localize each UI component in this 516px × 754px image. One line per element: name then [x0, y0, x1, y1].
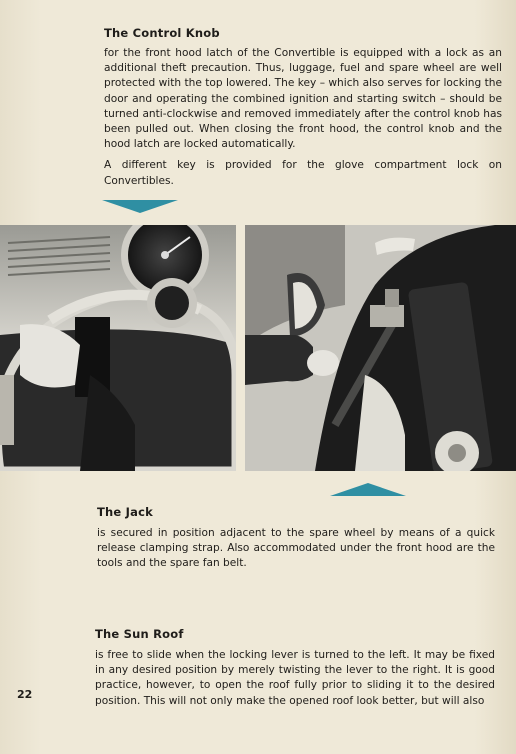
- down-arrow-icon: [102, 200, 178, 213]
- sun-roof-heading: The Sun Roof: [95, 627, 184, 641]
- page-number: 22: [17, 688, 33, 701]
- jack-text: [97, 526, 495, 578]
- control-knob-text: [104, 46, 502, 195]
- dashboard-photo: [0, 225, 236, 471]
- control-knob-body: for the front hood latch of the Convertible is equipped with a lock as an additional theft precaution. Thus, luggage, fuel and spare wheel are well protected with the top lowered. The key – which also serves for locking the door and operating the combined ignition and starting switch – should be turned anti-clockwise and removed immediately after the control knob has been pulled out. When closing the front hood, the control knob and the hood latch are locked automatically.: [104, 47, 502, 151]
- jack-body: is secured in position adjacent to the spare wheel by means of a quick release clamping strap. Also accommodated under the front hood are the tools and the spare fan belt.: [97, 527, 495, 570]
- up-arrow-icon: [330, 483, 406, 496]
- control-knob-heading: The Control Knob: [104, 26, 220, 40]
- jack-heading: The Jack: [97, 505, 153, 519]
- jack-photo: [245, 225, 516, 471]
- control-knob-note: A different key is provided for the glove compartment lock on Convertibles.: [104, 159, 502, 187]
- sun-roof-text: [95, 648, 495, 715]
- sun-roof-body: is free to slide when the locking lever is turned to the left. It may be fixed in any desired position by merely twisting the lever to the right. It is good practice, however, to open the roof fully prior to sliding it to the desired position. This will not only make the opened roof look better, but will also: [95, 649, 495, 707]
